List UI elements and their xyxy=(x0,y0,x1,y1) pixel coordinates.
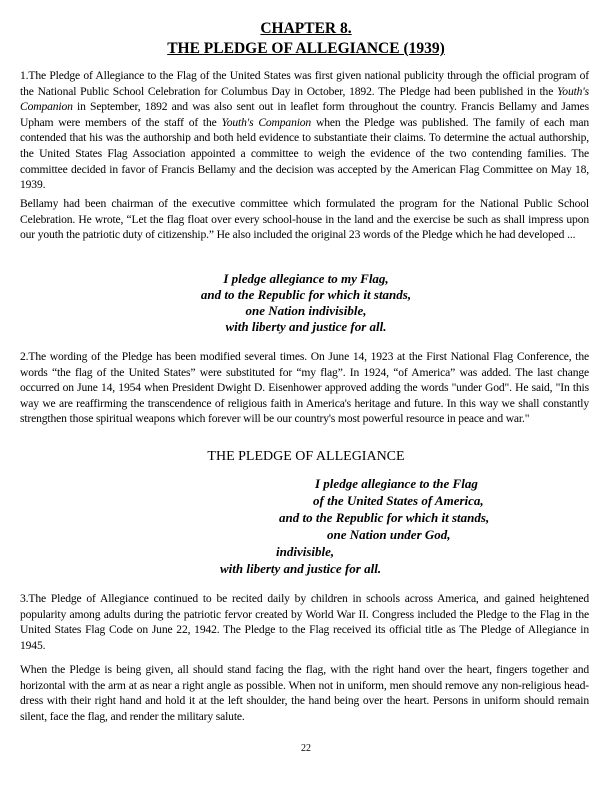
page-number: 22 xyxy=(301,743,311,754)
publication-title: Youth's Companion xyxy=(221,115,312,129)
pledge-line: and to the Republic for which it stands, xyxy=(279,510,490,525)
chapter-number: CHAPTER 8. xyxy=(260,20,352,37)
pledge-line: and to the Republic for which it stands, xyxy=(200,287,412,302)
pledge-line: of the United States of America, xyxy=(313,493,484,508)
pledge-line: with liberty and justice for all. xyxy=(220,561,382,576)
current-pledge-text xyxy=(0,476,612,576)
paragraph-bellamy: Bellamy had been chairman of the executive committee which formulated the program for the National Public School Celebration. He wrote, “Let the flag float over every school-house in the land and the exercise be such as shall impress upon our youth the patriotic duty of citizenship.” He also included the original 23 words of the Pledge which he had developed ... xyxy=(20,197,589,242)
chapter-title: THE PLEDGE OF ALLEGIANCE (1939) xyxy=(167,40,445,57)
paragraph-2-modifications: 2.The wording of the Pledge has been modified several times. On June 14, 1923 at the First National Flag Conference, the words “the flag of the United States” were substituted for “my flag”. In 1924, “of America” was added. The last change occurred on June 14, 1954 when President Dwight D. Eisenhower approved adding the words "under God". He said, "In this way we are reaffirming the transcendence of religious faith in America's heritage and future. In this way we shall constantly strengthen those spiritual weapons which forever will be our country's most powerful resource in peace and war." xyxy=(20,350,589,426)
pledge-subheading: THE PLEDGE OF ALLEGIANCE xyxy=(207,449,405,464)
paragraph-3-popularity: 3.The Pledge of Allegiance continued to be recited daily by children in schools across America, and gained heightened popularity among adults during the patriotic fervor created by World War II. Congress included the Pledge to the Flag in the United States Flag Code on June 22, 1942. The Pledge to the Flag received its official title as The Pledge of Allegiance in 1945. xyxy=(20,592,589,652)
publication-title: Youth's Companion xyxy=(20,84,589,114)
paragraph-pledge-etiquette: When the Pledge is being given, all should stand facing the flag, with the right hand over the heart, fingers together and horizontal with the arm at as near a right angle as possible. When not in uniform, men should remove any non-religious head-dress with their right hand and hold it at the left shoulder, the hand being over the heart. Persons in uniform should remain silent, face the flag, and render the military salute. xyxy=(20,663,589,723)
pledge-line: one Nation under God, xyxy=(327,527,451,542)
pledge-line: I pledge allegiance to the Flag xyxy=(315,476,478,491)
pledge-line: one Nation indivisible, xyxy=(245,303,367,318)
pledge-line: indivisible, xyxy=(276,544,335,559)
paragraph-1-history: 1.The Pledge of Allegiance to the Flag of the United States was first given national publicity through the official program of the National Public School Celebration for Columbus Day in October, 1892. The Pledge had been published in the Youth's Companion in September, 1892 and was also sent out in leaflet form throughout the country. Francis Bellamy and James Upham were members of the staff of the Youth's Companion when the Pledge was published. The family of each man contended that his was the authorship and both held evidence to substantiate their claims. To determine the actual authorship, the United States Flag Association appointed a committee to weigh the evidence of the two contending families. The committee decided in favor of Francis Bellamy and the decision was accepted by the American Flag Committee on May 18, 1939. xyxy=(20,69,589,192)
pledge-line: I pledge allegiance to my Flag, xyxy=(223,271,389,286)
original-pledge-text xyxy=(0,271,612,335)
pledge-line: with liberty and justice for all. xyxy=(225,319,387,334)
